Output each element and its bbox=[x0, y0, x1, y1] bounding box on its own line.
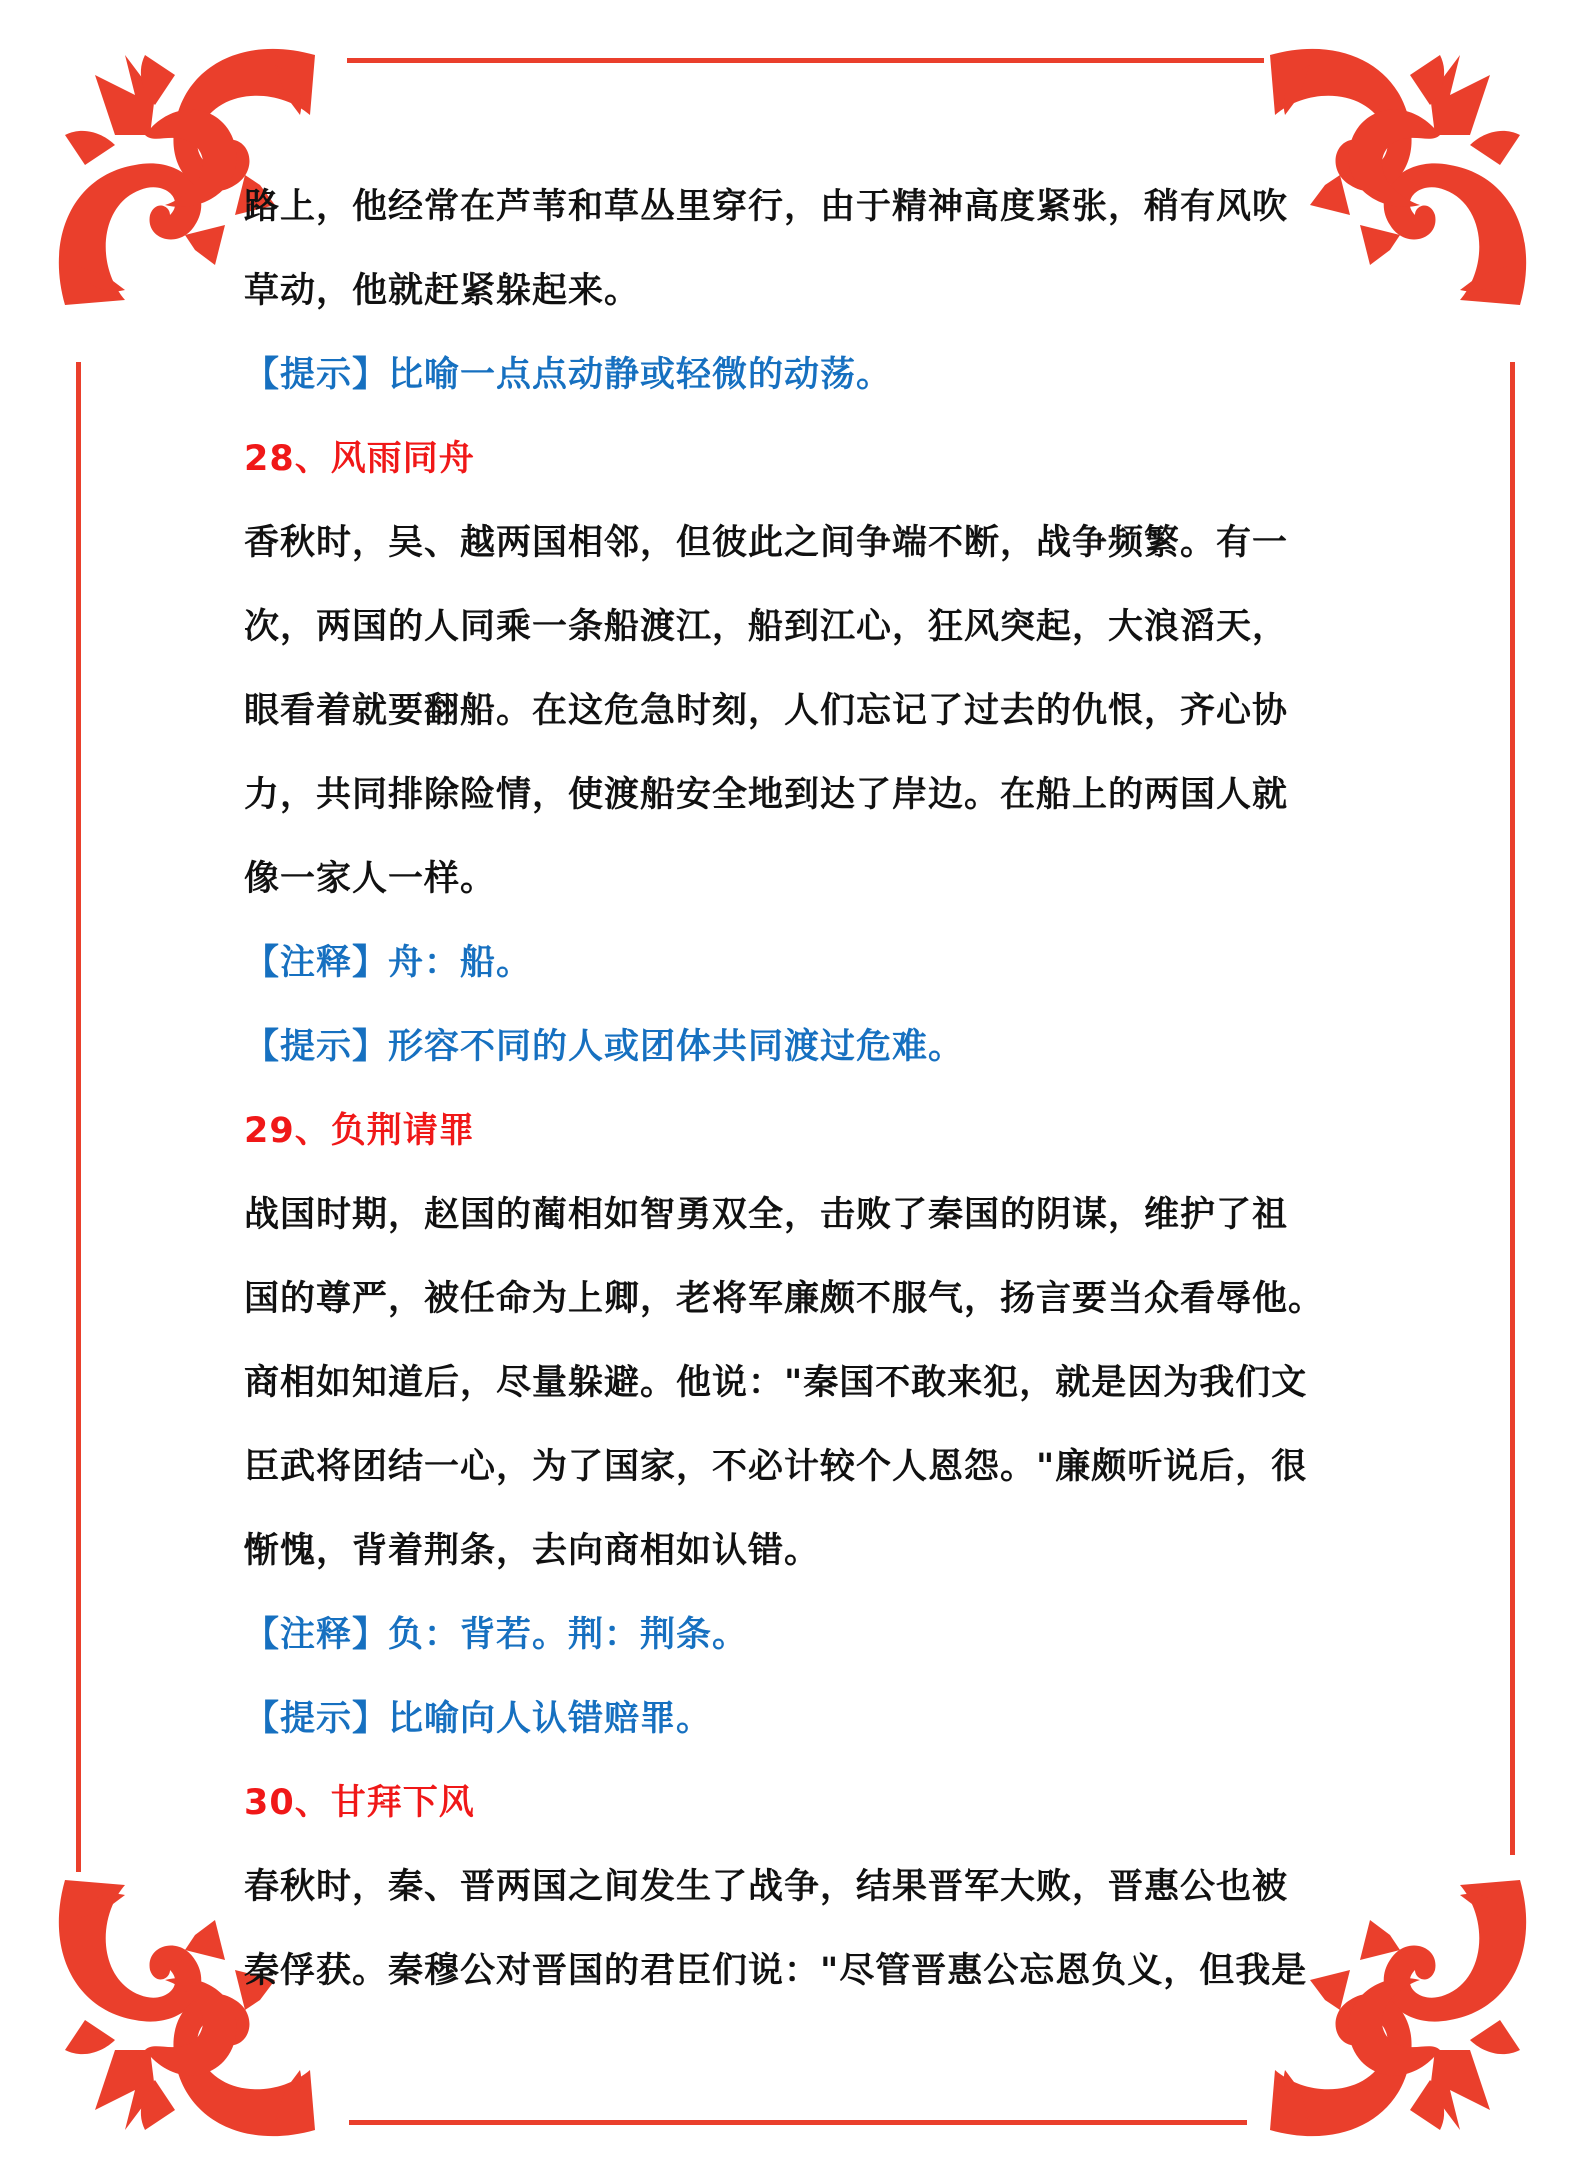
document-body bbox=[244, 165, 1394, 2013]
body-text-line: 眼看着就要翻船。在这危急时刻，人们忘记了过去的仇恨，齐心协 bbox=[244, 691, 1289, 731]
body-text-line: 像一家人一样。 bbox=[244, 859, 497, 899]
body-text-line: 战国时期，赵国的蔺相如智勇双全，击败了秦国的阴谋，维护了祖 bbox=[244, 1195, 1289, 1235]
annotation-line: 【注释】负：背若。荆：荆条。 bbox=[244, 1615, 749, 1655]
annotation-line: 【注释】舟：船。 bbox=[244, 943, 533, 983]
body-text-line: 国的尊严，被任命为上卿，老将军廉颇不服气，扬言要当众看辱他。 bbox=[244, 1279, 1325, 1319]
border-left-line bbox=[76, 362, 81, 1872]
body-text-line: 次，两国的人同乘一条船渡江，船到江心，狂风突起，大浪滔天， bbox=[244, 607, 1289, 647]
body-text-line: 秦俘获。秦穆公对晋国的君臣们说："尽管晋惠公忘恩负义，但我是 bbox=[244, 1951, 1308, 1991]
body-text-line: 草动，他就赶紧躲起来。 bbox=[244, 271, 641, 311]
body-text-line: 力，共同排除险情，使渡船安全地到达了岸边。在船上的两国人就 bbox=[244, 775, 1289, 815]
hint-line: 【提示】比喻向人认错赔罪。 bbox=[244, 1699, 713, 1739]
body-text-line: 商相如知道后，尽量躲避。他说："秦国不敢来犯，就是因为我们文 bbox=[244, 1363, 1308, 1403]
border-top-line bbox=[347, 58, 1264, 63]
hint-line: 【提示】比喻一点点动静或轻微的动荡。 bbox=[244, 355, 893, 395]
body-text-line: 惭愧，背着荆条，去向商相如认错。 bbox=[244, 1531, 821, 1571]
border-right-line bbox=[1510, 362, 1515, 1855]
border-bottom-line bbox=[349, 2120, 1247, 2125]
body-text-line: 路上，他经常在芦苇和草丛里穿行，由于精神高度紧张，稍有风吹 bbox=[244, 187, 1289, 227]
body-text-line: 香秋时，吴、越两国相邻，但彼此之间争端不断，战争频繁。有一 bbox=[244, 523, 1289, 563]
hint-line: 【提示】形容不同的人或团体共同渡过危难。 bbox=[244, 1027, 965, 1067]
body-text-line: 春秋时，秦、晋两国之间发生了战争，结果晋军大败，晋惠公也被 bbox=[244, 1867, 1289, 1907]
idiom-heading: 29、负荆请罪 bbox=[244, 1111, 475, 1151]
body-text-line: 臣武将团结一心，为了国家，不必计较个人恩怨。"廉颇听说后，很 bbox=[244, 1447, 1308, 1487]
idiom-heading: 30、甘拜下风 bbox=[244, 1783, 475, 1823]
idiom-heading: 28、风雨同舟 bbox=[244, 439, 475, 479]
